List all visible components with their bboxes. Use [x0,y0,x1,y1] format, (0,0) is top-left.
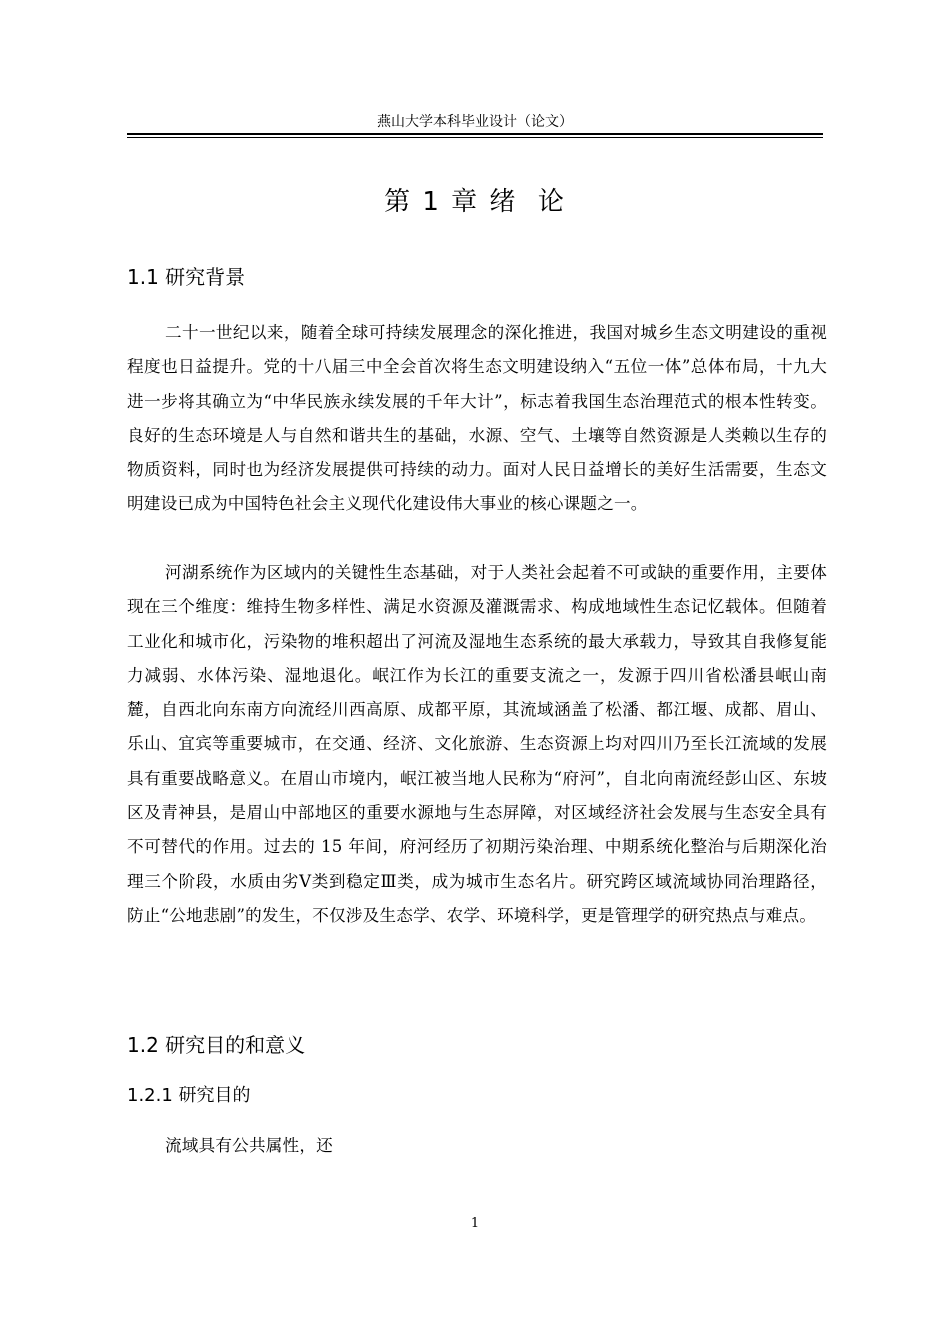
paragraph-purpose-1: 流域具有公共属性，还 [165,1136,333,1155]
chapter-title: 第 1 章 绪 论 [384,187,566,217]
header-rule-thick [127,133,823,135]
section-heading-1-1: 1.1 研究背景 [127,265,246,289]
running-header: 燕山大学本科毕业设计（论文） [377,114,573,130]
header-rule-thin [127,137,823,138]
paragraph-background-1: 二十一世纪以来，随着全球可持续发展理念的深化推进，我国对城乡生态文明建设的重视程度也日益提升。党的十八届三中全会首次将生态文明建设纳入“五位一体”总体布局，十九大进一步将其确立为“中华民族永续发展的千年大计”，标志着我国生态治理范式的根本性转变。良好的生态环境是人与自然和谐共生的基础，水源、空气、土壤等自然资源是人类赖以生存的物质资料，同时也为经济发展提供可持续的动力。面对人民日益增长的美好生活需要，生态文明建设已成为中国特色社会主义现代化建设伟大事业的核心课题之一。 [127,323,827,514]
subsection-heading-1-2-1: 1.2.1 研究目的 [127,1085,251,1106]
section-heading-1-2: 1.2 研究目的和意义 [127,1033,306,1057]
page-number: 1 [470,1216,480,1231]
paragraph-background-2: 河湖系统作为区域内的关键性生态基础，对于人类社会起着不可或缺的重要作用，主要体现在三个维度：维持生物多样性、满足水资源及灌溉需求、构成地域性生态记忆载体。但随着工业化和城市化，污染物的堆积超出了河流及湿地生态系统的最大承载力，导致其自我修复能力减弱、水体污染、湿地退化。岷江作为长江的重要支流之一，发源于四川省松潘县岷山南麓，自西北向东南方向流经川西高原、成都平原，其流域涵盖了松潘、都江堰、成都、眉山、乐山、宜宾等重要城市，在交通、经济、文化旅游、生态资源上均对四川乃至长江流域的发展具有重要战略意义。在眉山市境内，岷江被当地人民称为“府河”，自北向南流经彭山区、东坡区及青神县，是眉山中部地区的重要水源地与生态屏障，对区域经济社会发展与生态安全具有不可替代的作用。过去的 15 年间，府河经历了初期污染治理、中期系统化整治与后期深化治理三个阶段，水质由劣Ⅴ类到稳定Ⅲ类，成为城市生态名片。研究跨区域流域协同治理路径，防止“公地悲剧”的发生，不仅涉及生态学、农学、环境科学，更是管理学的研究热点与难点。 [127,563,827,925]
